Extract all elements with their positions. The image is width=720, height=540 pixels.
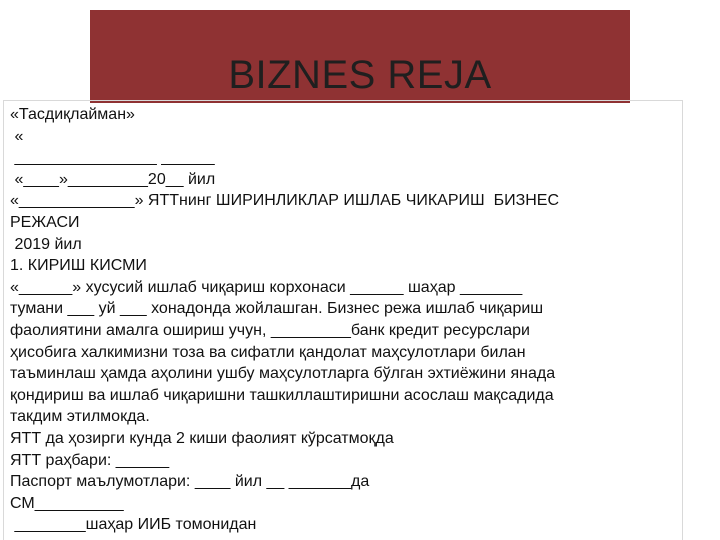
approval-quote-line: «	[10, 127, 24, 145]
plan-year: 2019 йил	[10, 235, 82, 253]
plan-title-line-2: РЕЖАСИ	[10, 213, 80, 231]
title-banner	[90, 10, 630, 103]
passport-line: Паспорт маълумотлари: ____ йил __ _______да	[10, 473, 370, 491]
paragraph-line: қондириш ва ишлаб чиқаришни ташкиллаштиришни асослаш мақсадида	[10, 386, 554, 404]
passport-series-line: СМ__________	[10, 494, 124, 512]
staff-count-line: ЯТТ да ҳозирги кунда 2 киши фаолият кўрсатмоқда	[10, 429, 394, 447]
document-body	[10, 104, 650, 536]
paragraph-line: тумани ___ уй ___ хонадонда жойлашган. Бизнес режа ишлаб чиқариш	[10, 300, 544, 318]
plan-title-line-1: «_____________» ЯТТнинг ШИРИНЛИКЛАР ИШЛАБ ЧИКАРИШ БИЗНЕС	[10, 192, 560, 210]
signature-line: ________________ ______	[10, 149, 215, 167]
slide-title: BIZNES REJA	[228, 53, 492, 97]
paragraph-line: ҳисобига халкимизни тоза ва сифатли қандолат маҳсулотлари билан	[10, 343, 526, 361]
issued-by-line: ________шаҳар ИИБ томонидан	[10, 516, 257, 534]
paragraph-line: таъминлаш ҳамда аҳолини ушбу маҳсулотларга бўлган эхтиёжини янада	[10, 365, 556, 383]
paragraph-line: «______» хусусий ишлаб чиқариш корхонаси ______ шаҳар _______	[10, 278, 523, 296]
paragraph-line: фаолиятини амалга ошириш учун, _________банк кредит ресурслари	[10, 321, 530, 339]
approval-heading: «Тасдиқлайман»	[10, 106, 135, 123]
approval-date-line: «____»_________20__ йил	[10, 170, 216, 188]
paragraph-line: такдим этилмокда.	[10, 408, 150, 426]
section-heading: 1. КИРИШ КИСМИ	[10, 257, 147, 275]
manager-line: ЯТТ раҳбари: ______	[10, 451, 170, 469]
